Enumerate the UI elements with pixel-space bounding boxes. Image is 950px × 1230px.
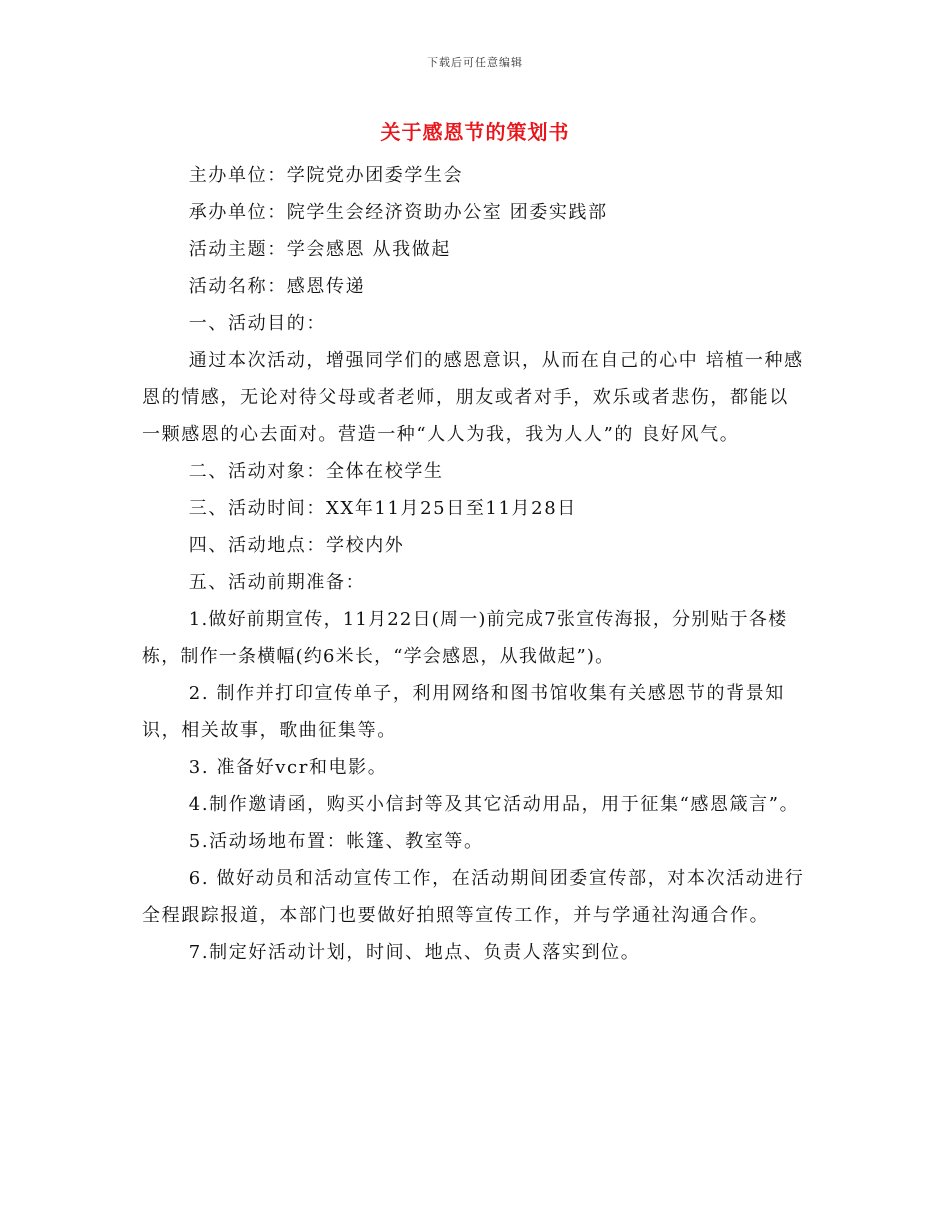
list-item-1: 1.做好前期宣传，11月22日(周一)前完成7张宣传海报，分别贴于各楼栋，制作一条横幅(约6米长，“学会感恩，从我做起”)。 [142,609,788,667]
section-heading-preparation: 五、活动前期准备： [188,572,366,593]
paragraph-organizer: 主办单位：学院党办团委学生会 [188,165,464,186]
document-title: 关于感恩节的策划书 [380,120,570,144]
paragraph-activity-name: 活动名称：感恩传递 [188,276,366,297]
list-item-5: 5.活动场地布置：帐篷、教室等。 [188,831,484,852]
page-header-note: 下载后可任意编辑 [427,56,523,69]
section-heading-target: 二、活动对象：全体在校学生 [188,461,444,482]
document-body [142,157,808,971]
paragraph-purpose: 通过本次活动，增强同学们的感恩意识，从而在自己的心中 培植一种感恩的情感，无论对待父母或者老师，朋友或者对手，欢乐或者悲伤，都能以一颗感恩的心去面对。营造一种“人人为我，我为人人”的 良好风气。 [142,350,804,445]
list-item-7: 7.制定好活动计划，时间、地点、负责人落实到位。 [188,942,641,963]
list-item-3: 3. 准备好vcr和电影。 [188,757,388,778]
list-item-2: 2. 制作并打印宣传单子，利用网络和图书馆收集有关感恩节的背景知识，相关故事，歌曲征集等。 [142,683,785,741]
list-item-6: 6. 做好动员和活动宣传工作，在活动期间团委宣传部，对本次活动进行全程跟踪报道，本部门也要做好拍照等宣传工作，并与学通社沟通合作。 [142,868,805,926]
section-heading-location: 四、活动地点：学校内外 [188,535,405,556]
paragraph-co-organizer: 承办单位：院学生会经济资助办公室 团委实践部 [188,202,608,223]
section-heading-time: 三、活动时间：XX年11月25日至11月28日 [188,498,577,519]
paragraph-theme: 活动主题：学会感恩 从我做起 [188,239,451,260]
section-heading-purpose: 一、活动目的： [188,313,326,334]
list-item-4: 4.制作邀请函，购买小信封等及其它活动用品，用于征集“感恩箴言”。 [188,794,800,815]
